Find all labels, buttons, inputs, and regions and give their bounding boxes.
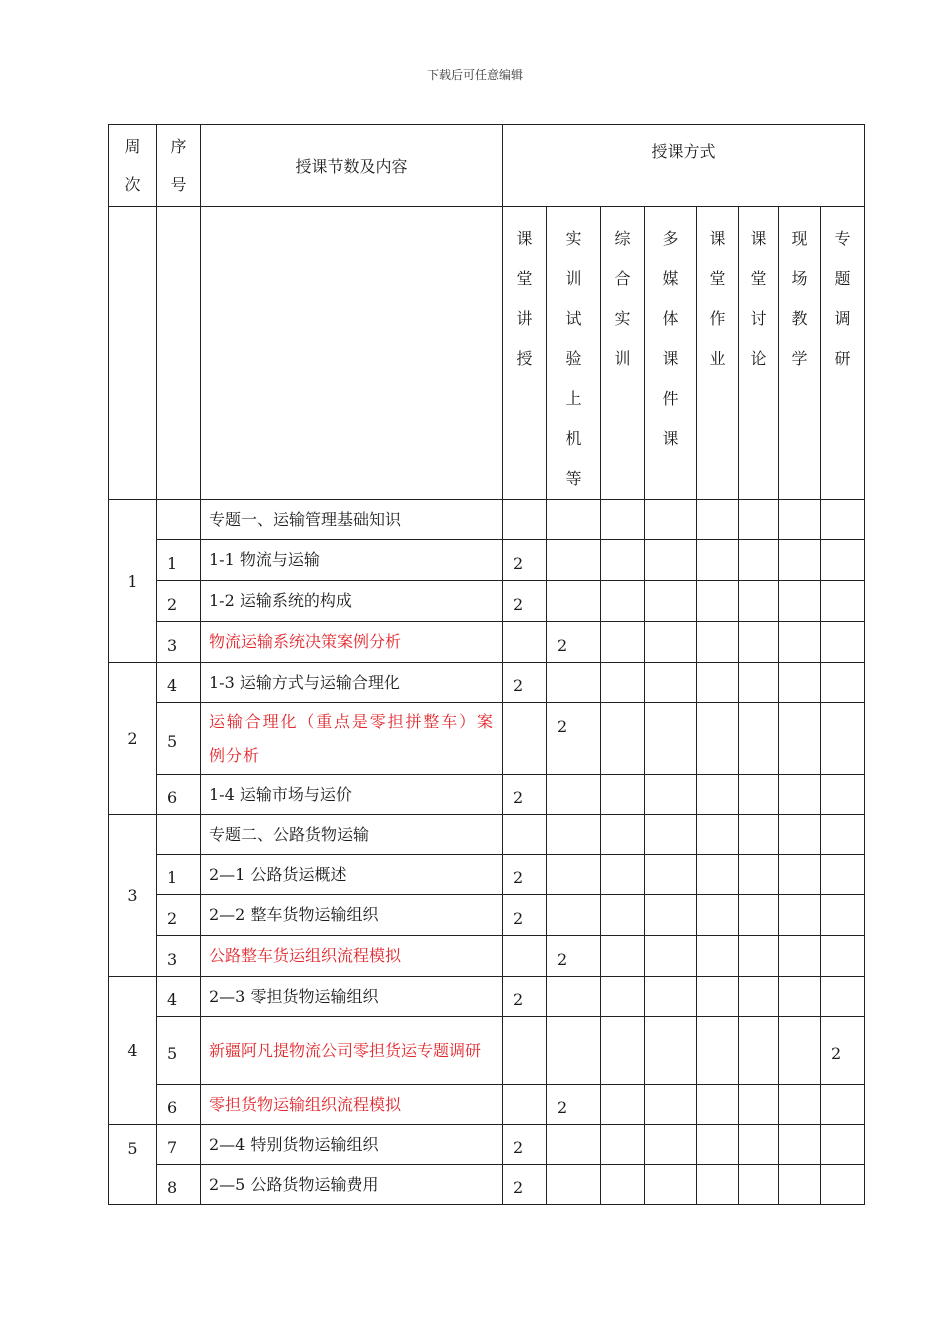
method-homework	[697, 207, 739, 500]
research-cell	[821, 1125, 865, 1165]
method-char: 调	[834, 309, 851, 328]
week-cell: 1	[109, 500, 157, 663]
week-cell: 5	[109, 1125, 157, 1205]
lecture-cell: 2	[503, 855, 547, 895]
seq-cell: 6	[157, 775, 201, 815]
empty-cell	[201, 207, 503, 500]
method-char: 上	[565, 389, 582, 408]
seq-cell: 4	[157, 977, 201, 1017]
empty-cell	[109, 207, 157, 500]
seq-cell: 5	[157, 703, 201, 775]
table-row	[109, 1125, 865, 1165]
method-char: 现	[791, 229, 808, 248]
table-row	[109, 895, 865, 936]
seq-cell: 1	[157, 855, 201, 895]
lecture-cell	[503, 500, 547, 540]
seq-cell	[157, 500, 201, 540]
header-row	[109, 125, 865, 207]
method-discussion	[739, 207, 779, 500]
research-cell	[821, 703, 865, 775]
empty-cell	[157, 207, 201, 500]
lecture-cell	[503, 622, 547, 663]
method-char: 实	[614, 309, 631, 328]
content-cell: 新疆阿凡提物流公司零担货运专题调研	[201, 1017, 503, 1085]
methods-row	[109, 207, 865, 500]
research-cell	[821, 977, 865, 1017]
week-cell: 3	[109, 815, 157, 977]
method-char: 堂	[750, 269, 767, 288]
lecture-cell: 2	[503, 1125, 547, 1165]
content-cell: 零担货物运输组织流程模拟	[201, 1085, 503, 1125]
seq-cell: 7	[157, 1125, 201, 1165]
method-char: 体	[662, 309, 679, 328]
method-char: 作	[709, 309, 726, 328]
research-cell	[821, 540, 865, 581]
table-row	[109, 977, 865, 1017]
lecture-cell	[503, 1085, 547, 1125]
method-char: 专	[834, 229, 851, 248]
method-char: 实	[565, 229, 582, 248]
practice-cell: 2	[547, 622, 601, 663]
seq-cell: 8	[157, 1165, 201, 1205]
practice-cell	[547, 895, 601, 936]
research-cell	[821, 1165, 865, 1205]
method-char: 媒	[662, 269, 679, 288]
table-row	[109, 815, 865, 855]
table-row	[109, 500, 865, 540]
practice-cell	[547, 581, 601, 622]
content-cell: 专题二、公路货物运输	[201, 815, 503, 855]
table-row	[109, 540, 865, 581]
method-char: 课	[750, 229, 767, 248]
lecture-cell	[503, 936, 547, 977]
method-char: 讲	[516, 309, 533, 328]
method-char: 验	[565, 349, 582, 368]
content-header: 授课节数及内容	[201, 125, 503, 207]
method-char: 训	[565, 269, 582, 288]
lecture-cell: 2	[503, 1165, 547, 1205]
method-char: 论	[750, 349, 767, 368]
content-cell: 物流运输系统决策案例分析	[201, 622, 503, 663]
method-char: 多	[662, 229, 679, 248]
practice-cell: 2	[547, 1085, 601, 1125]
research-cell	[821, 663, 865, 703]
table-row	[109, 1165, 865, 1205]
content-cell: 1-1 物流与运输	[201, 540, 503, 581]
method-char: 等	[565, 469, 582, 488]
watermark-text: 下载后可任意编辑	[426, 68, 523, 82]
research-cell	[821, 622, 865, 663]
research-cell	[821, 1085, 865, 1125]
lecture-cell: 2	[503, 663, 547, 703]
lecture-cell: 2	[503, 540, 547, 581]
method-comprehensive	[601, 207, 645, 500]
method-char: 件	[662, 389, 679, 408]
week-cell: 4	[109, 977, 157, 1125]
method-char: 堂	[516, 269, 533, 288]
method-char: 课	[662, 429, 679, 448]
method-char: 研	[834, 349, 851, 368]
method-char: 学	[791, 349, 808, 368]
content-cell: 2—3 零担货物运输组织	[201, 977, 503, 1017]
lecture-cell	[503, 1017, 547, 1085]
lecture-cell: 2	[503, 977, 547, 1017]
content-cell: 1-2 运输系统的构成	[201, 581, 503, 622]
method-char: 场	[791, 269, 808, 288]
practice-cell	[547, 540, 601, 581]
practice-cell	[547, 855, 601, 895]
week-cell: 2	[109, 663, 157, 815]
method-char: 业	[709, 349, 726, 368]
content-cell: 2—1 公路货运概述	[201, 855, 503, 895]
method-char: 合	[614, 269, 631, 288]
research-cell	[821, 775, 865, 815]
research-cell	[821, 815, 865, 855]
table-row	[109, 936, 865, 977]
practice-cell	[547, 500, 601, 540]
content-cell: 1-4 运输市场与运价	[201, 775, 503, 815]
seq-cell: 1	[157, 540, 201, 581]
practice-cell	[547, 977, 601, 1017]
seq-header: 序 号	[157, 125, 201, 207]
practice-cell	[547, 663, 601, 703]
practice-cell	[547, 775, 601, 815]
content-cell: 运输合理化（重点是零担拼整车）案例分析	[201, 703, 503, 775]
practice-cell	[547, 815, 601, 855]
table-row	[109, 775, 865, 815]
method-char: 训	[614, 349, 631, 368]
seq-cell: 2	[157, 895, 201, 936]
content-cell: 2—4 特别货物运输组织	[201, 1125, 503, 1165]
method-char: 教	[791, 309, 808, 328]
method-char: 讨	[750, 309, 767, 328]
research-cell	[821, 581, 865, 622]
lecture-cell: 2	[503, 775, 547, 815]
research-cell: 2	[821, 1017, 865, 1085]
method-char: 机	[565, 429, 582, 448]
content-cell: 公路整车货运组织流程模拟	[201, 936, 503, 977]
content-cell: 专题一、运输管理基础知识	[201, 500, 503, 540]
table-row	[109, 855, 865, 895]
week-header: 周 次	[109, 125, 157, 207]
method-multimedia	[645, 207, 697, 500]
table-row	[109, 581, 865, 622]
seq-cell: 2	[157, 581, 201, 622]
table-row	[109, 622, 865, 663]
research-cell	[821, 855, 865, 895]
method-char: 课	[662, 349, 679, 368]
practice-cell	[547, 1125, 601, 1165]
method-lecture	[503, 207, 547, 500]
method-field	[779, 207, 821, 500]
method-char: 课	[516, 229, 533, 248]
table-row	[109, 1085, 865, 1125]
lecture-cell: 2	[503, 581, 547, 622]
table-row	[109, 663, 865, 703]
practice-cell: 2	[547, 936, 601, 977]
method-char: 综	[614, 229, 631, 248]
practice-cell	[547, 1165, 601, 1205]
lecture-cell	[503, 815, 547, 855]
content-cell: 2—2 整车货物运输组织	[201, 895, 503, 936]
practice-cell: 2	[547, 703, 601, 775]
table-row	[109, 703, 865, 775]
seq-cell	[157, 815, 201, 855]
research-cell	[821, 500, 865, 540]
method-practice	[547, 207, 601, 500]
methods-header: 授课方式	[503, 125, 865, 207]
research-cell	[821, 936, 865, 977]
method-char: 试	[565, 309, 582, 328]
lecture-cell: 2	[503, 895, 547, 936]
seq-cell: 5	[157, 1017, 201, 1085]
method-research	[821, 207, 865, 500]
research-cell	[821, 895, 865, 936]
seq-cell: 6	[157, 1085, 201, 1125]
seq-cell: 4	[157, 663, 201, 703]
method-char: 课	[709, 229, 726, 248]
practice-cell	[547, 1017, 601, 1085]
schedule-table	[108, 124, 865, 1205]
content-cell: 2—5 公路货物运输费用	[201, 1165, 503, 1205]
lecture-cell	[503, 703, 547, 775]
method-char: 授	[516, 349, 533, 368]
method-char: 题	[834, 269, 851, 288]
content-cell: 1-3 运输方式与运输合理化	[201, 663, 503, 703]
method-char: 堂	[709, 269, 726, 288]
seq-cell: 3	[157, 622, 201, 663]
table-row	[109, 1017, 865, 1085]
seq-cell: 3	[157, 936, 201, 977]
